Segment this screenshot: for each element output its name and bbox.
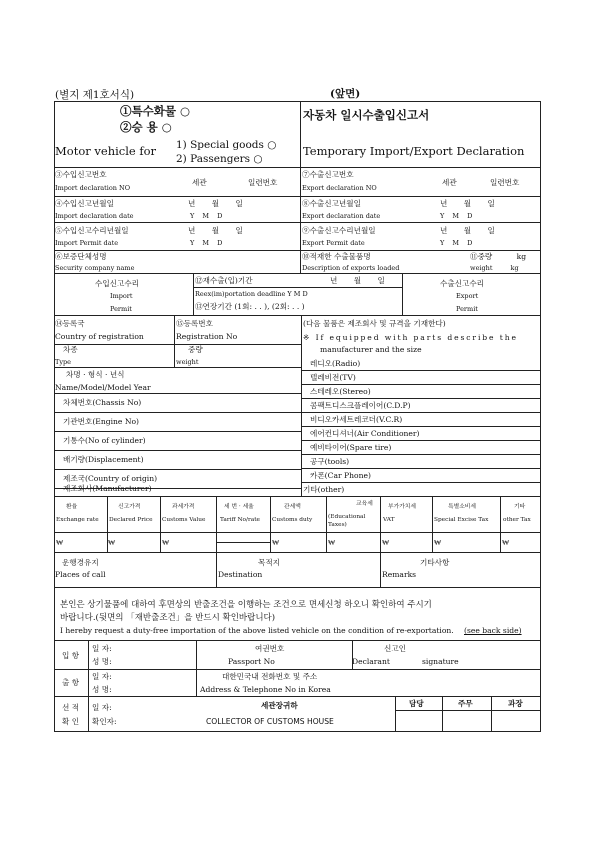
tax-header-edu-en: (Educational Taxes): [328, 514, 366, 529]
part-other: 기타(other): [303, 485, 345, 494]
export-decl-no-ko: ⑦수출신고번호: [302, 170, 354, 179]
displacement: 배기량(Displacement): [63, 455, 144, 464]
import-decl-date-ymd-en: Y M D: [190, 212, 223, 220]
extension-period[interactable]: ⑬연장기간 (1회: . . ), (2회: . . ): [195, 302, 305, 311]
name-model-ko: 차명 · 형식 · 년식: [66, 370, 125, 379]
tax-header-excise-ko: 특별소비세: [448, 504, 476, 510]
see-back-side-link[interactable]: (see back side): [464, 626, 522, 635]
weight-vehicle-en: weight: [176, 358, 199, 366]
entry-out-name[interactable]: 성 명:: [92, 685, 112, 694]
declarant-en: Declarant: [352, 657, 390, 666]
import-permit-ko: 수입신고수리: [95, 279, 140, 288]
confirm-label-2: 확 인: [62, 717, 80, 726]
line: [301, 370, 541, 371]
collector-en: COLLECTOR OF CUSTOMS HOUSE: [206, 717, 334, 726]
currency-exchange[interactable]: ₩: [56, 538, 64, 547]
form-title: 자동차 일시수출입신고서: [303, 108, 430, 122]
weight-en: weight kg: [470, 264, 519, 272]
type-ko: 차종: [63, 345, 78, 354]
destination-ko: 목적지: [258, 558, 281, 567]
stamp-divider: [442, 696, 443, 732]
tax-col-divider: [270, 496, 271, 552]
currency-duty[interactable]: ₩: [272, 538, 280, 547]
export-permit-date-ymd-en: Y M D: [440, 239, 473, 247]
weight-ko[interactable]: ⑪중량 kg: [470, 252, 527, 261]
line: [54, 393, 301, 394]
tax-header-declared-ko: 신고가격: [118, 504, 141, 510]
declarant-ko: 신고인: [384, 644, 407, 653]
part-vcr: 비디오카세트레코더(V.C.R): [310, 415, 403, 424]
tax-header-tariff-ko: 세 번 · 세율: [224, 504, 254, 510]
reg-country-ko: ⑭등록국: [55, 319, 85, 328]
import-decl-date-ko: ④수입신고년월일: [55, 199, 114, 208]
confirm-label-1: 선 적: [62, 703, 80, 712]
stamp-manager: 과장: [508, 699, 523, 708]
line: [54, 167, 541, 168]
currency-declared[interactable]: ₩: [108, 538, 116, 547]
line: [54, 273, 541, 274]
manufacturer: 제조회사(Manufacturer): [63, 484, 152, 493]
import-customs-label[interactable]: 세관: [192, 178, 207, 187]
line: [395, 710, 541, 711]
stamp-divider: [395, 696, 396, 732]
export-decl-date-ymd-en: Y M D: [440, 212, 473, 220]
line: [54, 469, 301, 470]
tax-header-duty-ko: 관세액: [284, 504, 301, 510]
line: [301, 468, 541, 469]
collector-ko: 세관장귀하: [261, 701, 298, 710]
line: [301, 426, 541, 427]
reg-no-en: Registration No: [176, 332, 238, 341]
tax-header-other-en: other Tax: [503, 517, 531, 523]
type-en: Type: [55, 358, 72, 366]
en-option-special[interactable]: 1) Special goods ○: [176, 139, 277, 151]
import-permit-date-ymd[interactable]: 년 월 일: [188, 226, 243, 235]
signature-label[interactable]: signature: [422, 657, 459, 666]
tax-header-customs-value-en: Customs Value: [162, 517, 206, 523]
line: [54, 587, 541, 588]
permit-divider-right: [402, 273, 403, 315]
engine-no: 기관번호(Engine No): [63, 417, 140, 426]
parts-note-en2: manufacturer and the size: [320, 345, 422, 354]
security-company-ko: ⑥보증단체성명: [55, 252, 107, 261]
export-serial-label[interactable]: 일련번호: [490, 178, 520, 187]
statement-ko-2: 바랍니다.(뒷면의 「재반출조건」을 반드시 확인바랍니다): [60, 613, 276, 623]
import-permit-date-en: Import Permit date: [55, 239, 119, 247]
statement-ko-1: 본인은 상기물품에 대하여 후면상의 반출조건을 이행하는 조건으로 면세신청 하오니 확인하여 주시기: [60, 600, 432, 610]
import-serial-label[interactable]: 일련번호: [248, 178, 278, 187]
import-permit-en1: Import: [110, 292, 133, 300]
reg-divider: [174, 315, 175, 367]
title-divider: [300, 101, 301, 167]
import-decl-date-ymd[interactable]: 년 월 일: [188, 199, 243, 208]
address-en: Address & Telephone No in Korea: [200, 685, 331, 694]
stamp-chief: 주무: [458, 699, 473, 708]
tax-col-divider: [500, 496, 501, 552]
entry-divider: [196, 640, 197, 696]
line: [193, 287, 402, 288]
tax-col-divider: [216, 496, 217, 552]
export-permit-date-ko: ⑨수출신고수리년월일: [302, 226, 376, 235]
reexport-deadline-en: Reex(im)portation deadline Y M D: [195, 290, 308, 298]
tax-header-exchange-en: Exchange rate: [56, 517, 99, 523]
parts-note-ko: (다음 물품은 제조회사 및 규격을 기재한다): [303, 319, 446, 328]
name-model-en: Name/Model/Model Year: [55, 383, 151, 392]
import-decl-no-ko: ③수입신고번호: [55, 170, 107, 179]
line: [301, 440, 541, 441]
entry-out-date[interactable]: 일 자:: [92, 672, 112, 681]
part-aircon: 에어컨디셔너(Air Conditioner): [310, 429, 420, 438]
export-permit-ko: 수출신고수리: [440, 279, 485, 288]
passport-no-ko: 여권번호: [255, 644, 285, 653]
stamp-staff: 담당: [409, 699, 424, 708]
remarks-ko: 기타사항: [420, 558, 450, 567]
currency-other[interactable]: ₩: [502, 538, 510, 547]
import-decl-date-en: Import declaration date: [55, 212, 134, 220]
frame-top: [54, 101, 541, 102]
tax-header-declared-en: Declared Price: [109, 517, 153, 523]
currency-excise[interactable]: ₩: [434, 538, 442, 547]
exports-loaded-en: Description of exports loaded: [302, 264, 400, 272]
export-decl-date-ko: ⑧수출신고년월일: [302, 199, 361, 208]
part-spare-tire: 예비타이어(Spare tire): [310, 443, 392, 452]
option-passenger[interactable]: ②승 용 ○: [120, 120, 172, 134]
reexport-deadline-ko: ⑫재수출(입)기간: [195, 276, 253, 285]
address-ko: 대한민국내 전화번호 및 주소: [222, 672, 318, 681]
line: [216, 542, 270, 543]
tax-col-divider: [432, 496, 433, 552]
center-divider: [300, 167, 301, 273]
export-decl-date-ymd[interactable]: 년 월 일: [440, 199, 495, 208]
parts-note-en1: ※ If equipped with parts describe the: [303, 333, 518, 342]
export-decl-no-en: Export declaration NO: [302, 184, 377, 192]
tax-header-exchange-ko: 환율: [66, 504, 78, 510]
entry-in-date[interactable]: 일 자:: [92, 644, 112, 653]
part-radio: 레디오(Radio): [310, 359, 361, 368]
reexport-ymd-ko[interactable]: 년 월 일: [330, 276, 385, 285]
line: [54, 532, 541, 533]
entry-in-name[interactable]: 성 명:: [92, 657, 112, 666]
export-permit-date-ymd[interactable]: 년 월 일: [440, 226, 495, 235]
places-of-call-en: Places of call: [55, 570, 106, 579]
tax-col-divider: [380, 496, 381, 552]
confirm-date[interactable]: 일 자:: [92, 703, 112, 712]
places-divider-right: [380, 552, 381, 587]
currency-edu[interactable]: ₩: [328, 538, 336, 547]
weight-vehicle-ko: 중량: [188, 345, 203, 354]
form-number: (별지 제1호서식): [55, 89, 135, 101]
line: [54, 552, 541, 553]
tax-header-edu-ko: 교육세: [356, 501, 373, 507]
places-of-call-ko: 운행경유지: [62, 558, 99, 567]
line: [54, 640, 541, 641]
line: [54, 450, 301, 451]
tax-header-other-ko: 기타: [514, 504, 526, 510]
page-side: (앞면): [330, 88, 361, 100]
currency-vat[interactable]: ₩: [382, 538, 390, 547]
export-decl-date-en: Export declaration date: [302, 212, 381, 220]
export-permit-en2: Permit: [456, 305, 478, 313]
part-car-phone: 카폰(Car Phone): [310, 471, 371, 480]
permit-divider-left: [193, 273, 194, 315]
tax-col-divider: [326, 496, 327, 552]
export-customs-label[interactable]: 세관: [442, 178, 457, 187]
import-permit-date-ko: ⑤수입신고수리년월일: [55, 226, 129, 235]
tax-header-tariff-en: Tariff No/rate: [220, 517, 260, 523]
line: [54, 412, 301, 413]
line: [54, 344, 301, 345]
entry-label-divider: [88, 640, 89, 732]
title-en-right: Temporary Import/Export Declaration: [303, 144, 525, 158]
entry-out-label: 출 항: [62, 678, 80, 687]
currency-customs[interactable]: ₩: [162, 538, 170, 547]
line: [54, 669, 541, 670]
import-permit-date-ymd-en: Y M D: [190, 239, 223, 247]
statement-en: I hereby request a duty-free importation of the above listed vehicle on the condition of re-exportation.: [60, 626, 454, 635]
cylinder-no: 기통수(No of cylinder): [63, 436, 146, 445]
line: [54, 315, 541, 316]
tax-header-duty-en: Customs duty: [272, 517, 313, 523]
part-tv: 텔레비전(TV): [310, 373, 356, 382]
tax-header-vat-ko: 부가가치세: [388, 504, 416, 510]
chassis-no: 차체번호(Chassis No): [63, 398, 142, 407]
option-special-goods[interactable]: ①특수화물 ○: [120, 104, 190, 118]
import-decl-no-en: Import declaration NO: [55, 184, 131, 192]
line: [54, 367, 301, 368]
confirmer[interactable]: 확인자:: [92, 717, 117, 726]
line: [54, 496, 541, 497]
entry-in-label: 입 항: [62, 651, 80, 660]
title-en-left: Motor vehicle for: [55, 144, 157, 158]
line: [301, 482, 541, 483]
line: [54, 696, 541, 697]
reg-no-ko: ⑮등록번호: [176, 319, 213, 328]
destination-en: Destination: [218, 570, 263, 579]
tax-header-excise-en: Special Excise Tax: [434, 517, 489, 523]
line: [301, 412, 541, 413]
line: [54, 222, 541, 223]
line: [54, 196, 541, 197]
line: [301, 384, 541, 385]
export-permit-en1: Export: [456, 292, 479, 300]
passport-no-en: Passport No: [228, 657, 275, 666]
import-permit-en2: Permit: [110, 305, 132, 313]
stamp-divider: [491, 696, 492, 732]
export-permit-date-en: Export Permit date: [302, 239, 365, 247]
part-stereo: 스테레오(Stereo): [310, 387, 371, 396]
places-divider-left: [216, 552, 217, 587]
part-tools: 공구(tools): [310, 457, 350, 466]
line: [301, 454, 541, 455]
en-option-passengers[interactable]: 2) Passengers ○: [176, 153, 263, 165]
line: [54, 250, 541, 251]
tax-header-customs-value-ko: 과세가격: [172, 504, 195, 510]
tax-header-vat-en: VAT: [383, 517, 395, 523]
frame-bottom: [54, 731, 541, 732]
exports-loaded-ko: ⑩적재한 수출물품명: [302, 252, 371, 261]
country-of-origin: 제조국(Country of origin): [63, 474, 158, 483]
remarks-en: Remarks: [382, 570, 417, 579]
part-cdp: 콤팩트디스크플레이어(C.D.P): [310, 401, 411, 410]
line: [301, 398, 541, 399]
reg-country-en: Country of registration: [55, 332, 144, 341]
line: [54, 431, 301, 432]
security-company-en: Security company name: [55, 264, 135, 272]
tax-col-divider: [160, 496, 161, 552]
